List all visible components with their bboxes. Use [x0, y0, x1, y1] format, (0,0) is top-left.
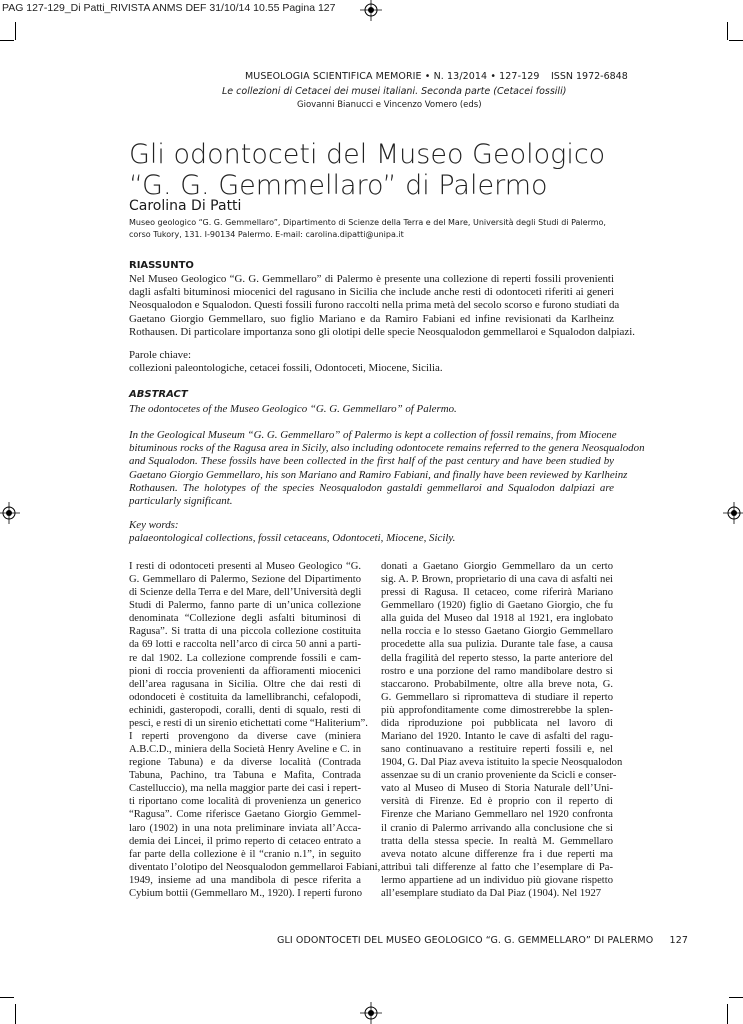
- registration-mark-icon: [723, 502, 743, 524]
- text-line: and Squalodon. These fossils have been collected in the first half of the past century and have been studied by: [129, 455, 614, 468]
- riassunto-text: [129, 273, 635, 339]
- key-words: [129, 519, 614, 545]
- body-text-line: dida riproduzione poi pubblicata nel lavoro di: [381, 717, 613, 729]
- body-text-line: attribuì tali differenze al fatto che l’esemplare di Pa-: [381, 861, 613, 873]
- text-line: Neosqualodon e Squalodon. Questi fossili furono raccolti nella prima metà del secolo scorso e furono studiati da: [129, 299, 620, 312]
- crop-mark: [729, 40, 743, 41]
- body-text-line: Mariano del 1920. Intanto le cave di asfalti del ragu-: [381, 731, 613, 743]
- keywords-label: Parole chiave:: [129, 349, 191, 361]
- text-line: The odontocetes of the Museo Geologico “G. G. Gemmellaro” of Palermo.: [129, 403, 457, 415]
- body-text-line: vato al Museo di Museo di Storia Naturale dell’Uni-: [381, 783, 613, 795]
- body-text-line: demia dei Lincei, il primo reperto di cetaceo entrato a: [129, 835, 361, 847]
- body-text-line: pesci, e resti di un sirenio etichettati come “Haliterium”.: [129, 717, 368, 729]
- author-name: Carolina Di Patti: [129, 198, 242, 214]
- page-number: 127: [669, 935, 688, 946]
- crop-mark: [727, 1004, 728, 1024]
- body-text-line: pressi di Ragusa. Il cetaceo, come riferirà Mariano: [381, 587, 613, 599]
- body-text-line: il cranio di Palermo arrivando alla conclusione che si: [381, 822, 613, 834]
- body-text-line: re dal 1902. La collezione comprende fossili e cam-: [129, 652, 361, 664]
- body-text-line: rostro e una porzione del ramo mandibolare destro si: [381, 665, 613, 677]
- text-line: Rothausen. The holotypes of the species Neosqualodon gastaldi gemmellaroi and Squalodon dalpiazi are: [129, 481, 614, 494]
- body-text-line: laro (1902) in una nota preliminare inviata all’Acca-: [129, 822, 361, 834]
- body-text-line: echinidi, gasteropodi, coralli, denti di squalo, resti di: [129, 704, 361, 716]
- abstract-heading: ABSTRACT: [129, 389, 188, 400]
- body-text-line: sano continuavano a restituire reperti fossili e, nel: [381, 744, 613, 756]
- body-text-line: I resti di odontoceti presenti al Museo Geologico “G.: [129, 561, 361, 572]
- body-text-line: da 69 lotti e raccolta nell’arco di circa 50 anni a parti-: [129, 639, 361, 651]
- body-text-line: nella roccia e lo stesso Gaetano Giorgio Gemmellaro: [381, 626, 613, 638]
- body-column-right: [381, 560, 623, 900]
- body-text-line: Gemmellaro (1920) figlio di Gaetano Giorgio, che fu: [381, 600, 613, 612]
- series-title: Le collezioni di Cetacei dei musei italiani. Seconda parte (Cetacei fossili): [222, 86, 567, 97]
- crop-mark: [15, 1004, 16, 1024]
- crop-mark: [727, 22, 728, 40]
- text-line: bituminous rocks of the Ragusa area in Sicily, also including odontocete remains referred to the genera Neosqualodon: [129, 442, 645, 455]
- text-line: Rothausen. Di particolare importanza sono gli olotipi delle specie Neosqualodon gemmellaroi e Squalodon dalpiazi.: [129, 325, 635, 338]
- body-text-line: tratta della stessa specie. In realtà M. Gemmellaro: [381, 835, 613, 847]
- body-text-line: staccarono. Probabilmente, oltre alla breve nota, G.: [381, 678, 613, 690]
- registration-mark-icon: [360, 1002, 382, 1024]
- text-line: Gaetano Giorgio Gemmellaro, his son Mariano and Ramiro Fabiani, and finally have been reviewed by Karlheinz: [129, 468, 628, 481]
- author-affiliation: [129, 217, 609, 240]
- riassunto-heading: RIASSUNTO: [129, 260, 194, 271]
- crop-mark: [15, 22, 16, 40]
- body-text-line: odondoceti è costituita da lamellibranchi, cefalopodi,: [129, 691, 361, 703]
- body-text-line: 1904, G. Dal Piaz aveva istituito la specie Neosqualodon: [381, 757, 623, 769]
- crop-mark: [0, 40, 14, 41]
- body-text-line: donati a Gaetano Giorgio Gemmellaro da un certo: [381, 561, 613, 572]
- affiliation-line: corso Tukory, 131. I-90134 Palermo. E-mail: carolina.dipatti@unipa.it: [129, 229, 404, 239]
- abstract-subtitle: [129, 403, 614, 416]
- body-text-line: procedette alla sua pulizia. Durante tale fase, a causa: [381, 639, 613, 651]
- body-text-line: G. Gemmellaro si ripromatteva di studiare il reperto: [381, 691, 613, 703]
- text-line: dagli asfalti bituminosi miocenici del ragusano in Sicilia che include anche resti di odontoceti riferiti ai generi: [129, 286, 614, 299]
- article-title: [129, 139, 609, 201]
- keywords-text: palaeontological collections, fossil cetaceans, Odontoceti, Miocene, Sicily.: [129, 532, 456, 545]
- issn: ISSN 1972-6848: [551, 71, 628, 82]
- body-text-line: aveva notato alcune differenze fra i due reperti ma: [381, 848, 613, 860]
- print-slug: PAG 127-129_Di Patti_RIVISTA ANMS DEF 31/10/14 10.55 Pagina 127: [2, 2, 336, 14]
- body-text-line: pioni di roccia provenienti da affioramenti miocenici: [129, 665, 361, 677]
- body-text-line: I reperti provengono da diverse cave (miniera: [129, 731, 361, 743]
- title-line: “G. G. Gemmellaro” di Palermo: [129, 170, 548, 201]
- keywords-text: collezioni paleontologiche, cetacei fossili, Odontoceti, Miocene, Sicilia.: [129, 362, 443, 375]
- body-text-line: versità di Firenze. Ed è proprio con il reperto di: [381, 796, 613, 808]
- body-text-line: 1949, insieme ad una mandibola di pesce riferita a: [129, 874, 361, 886]
- registration-mark-icon: [360, 0, 382, 21]
- body-column-left: [129, 560, 381, 900]
- affiliation-line: Museo geologico “G. G. Gemmellaro”, Dipartimento di Scienze della Terra e del Mare, Università degli Studi di Palermo,: [129, 218, 606, 227]
- journal-header: MUSEOLOGIA SCIENTIFICA MEMORIE • N. 13/2014 • 127-129: [245, 71, 540, 82]
- crop-mark: [729, 997, 743, 998]
- abstract-text: [129, 429, 645, 508]
- body-text-line: alla guida del Museo dal 1918 al 1921, era inglobato: [381, 613, 613, 625]
- body-text-line: dell’area ragusana in Sicilia. Oltre che dai resti di: [129, 678, 361, 690]
- body-text-line: diventato l’olotipo del Neosqualodon gemmellaroi Fabiani,: [129, 861, 381, 873]
- body-text-line: Castelluccio), ma nella maggior parte dei casi i repert-: [129, 783, 361, 795]
- body-text-line: assenzae su di un cranio proveniente da Scicli e conser-: [381, 770, 617, 782]
- body-text-line: G. Gemmellaro di Palermo, Sezione del Dipartimento: [129, 574, 361, 586]
- keywords-label: Key words:: [129, 519, 179, 531]
- registration-mark-icon: [0, 502, 20, 524]
- text-line: In the Geological Museum “G. G. Gemmellaro” of Palermo is kept a collection of fossil remains, from Miocene: [129, 429, 617, 441]
- text-line: Nel Museo Geologico “G. G. Gemmellaro” di Palermo è presente una collezione di reperti fossili provenienti: [129, 273, 614, 285]
- body-text-line: Studi di Palermo, fanno parte di un’unica collezione: [129, 600, 361, 612]
- body-text-line: far parte della collezione è il “cranio n.1”, in seguito: [129, 848, 361, 860]
- crop-mark: [0, 997, 14, 998]
- body-text-line: denominata “Collezione degli asfalti bituminosi di: [129, 613, 361, 625]
- body-text-line: Cybium bottii (Gemmellaro M., 1920). I reperti furono: [129, 887, 363, 899]
- body-text-line: “Ragusa”. Come riferisce Gaetano Giorgio Gemmel-: [129, 809, 361, 821]
- body-text-line: regione Tabuna) e da diverse località (Contrada: [129, 757, 361, 769]
- text-line: particularly significant.: [129, 495, 233, 508]
- body-text-line: Firenze che Mariano Gemmellaro nel 1920 confronta: [381, 809, 613, 821]
- text-line: Gaetano Giorgio Gemmellaro, suo figlio Mariano e da Ramiro Fabiani ed infine revisionati da Karlheinz: [129, 312, 614, 325]
- parole-chiave: [129, 349, 614, 375]
- editors: Giovanni Bianucci e Vincenzo Vomero (eds): [297, 100, 482, 110]
- body-text-line: sig. A. P. Brown, proprietario di una cava di asfalti nei: [381, 574, 613, 586]
- body-text-line: Tabuna, Pachino, tra Tabuna e Mafita, Contrada: [129, 770, 361, 782]
- title-line: Gli odontoceti del Museo Geologico: [129, 139, 606, 170]
- running-title: GLI ODONTOCETI DEL MUSEO GEOLOGICO “G. G. GEMMELLARO” DI PALERMO: [277, 935, 654, 946]
- body-text-line: di Scienze della Terra e del Mare, dell’Università degli: [129, 587, 362, 599]
- page-footer: [277, 935, 688, 946]
- body-text-line: della fragilità del reperto stesso, la parte anteriore del: [381, 652, 613, 664]
- body-text-line: più approfonditamente come dimostrerebbe la splen-: [381, 704, 613, 716]
- body-text-line: Ragusa”. Si tratta di una piccola collezione costituita: [129, 626, 361, 638]
- body-text-line: lermo appartiene ad un individuo più giovane rispetto: [381, 874, 613, 886]
- body-text-line: all’esemplare studiato da Dal Piaz (1904). Nel 1927: [381, 887, 602, 899]
- body-text-line: A.B.C.D., miniera della Società Henry Aveline e C. in: [129, 744, 361, 756]
- body-text-line: ti riportano come località di provenienza un generico: [129, 796, 361, 808]
